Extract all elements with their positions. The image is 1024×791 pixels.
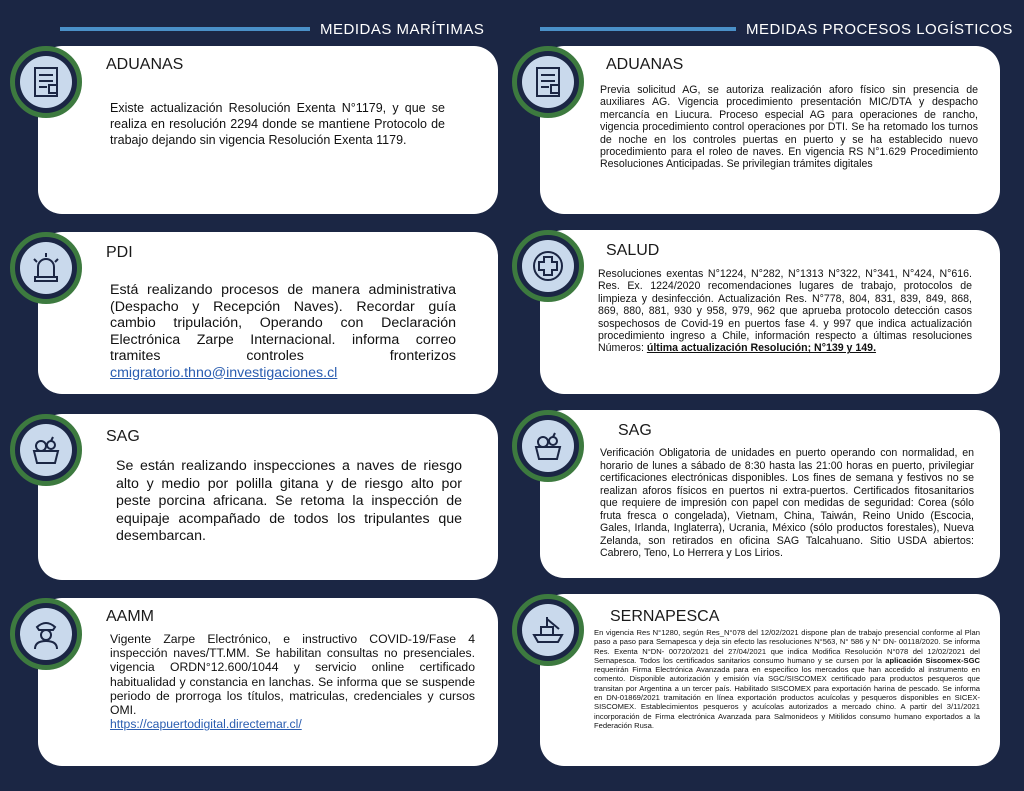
card-left-pdi-icon-frame <box>10 232 82 304</box>
naval-officer-icon <box>29 617 63 651</box>
card-right-sernapesca-icon-frame <box>512 594 584 666</box>
card-left-sag-text: Se están realizando inspecciones a naves de riesgo alto y medio por polilla gitana y de riesgo alto por peste porcina africana. Se retoma la inspección de equipaje acompañado de todos los tripulantes que desembarcan. <box>116 458 462 544</box>
card-left-aduanas-title: ADUANAS <box>106 56 184 73</box>
card-right-sernapesca-body <box>594 628 980 730</box>
card-right-sag-title: SAG <box>618 422 652 439</box>
header-bar <box>60 27 310 31</box>
card-left-pdi-text: Está realizando procesos de manera administrativa (Despacho y Recepción Naves). Recordar guía cambio tripulación, Operando con Declaración Electrónica Zarpe Internacional. informa correo tramites controles fronterizos <box>110 282 456 364</box>
right-column-header <box>540 16 1020 42</box>
sernapesca-siscomex-app: aplicación Siscomex-SGC <box>885 655 980 665</box>
card-right-salud-body <box>598 268 972 355</box>
card-left-aamm-icon-frame <box>10 598 82 670</box>
left-column-header <box>60 16 500 42</box>
produce-basket-icon <box>29 433 63 467</box>
customs-document-icon <box>531 65 565 99</box>
customs-document-icon <box>29 65 63 99</box>
card-left-sag-title: SAG <box>106 428 140 445</box>
card-right-aduanas-icon-frame <box>512 46 584 118</box>
card-left-aamm-body <box>110 632 475 731</box>
card-right-sag-text: Verificación Obligatoria de unidades en puerto operando con normalidad, en horario de lunes a sábado de 8:30 hasta las 21:00 horas en puerto, privilegiar certificaciones electrónicas disponibles. Los fines de semana y festivos no se realizan aforos físicos en puertos ni extra-puertos. Certificados fitosanitarios que requiere de impresión con papel con medidas de seguridad: Corea (sólo fruta fresca o congelada), Vietnam, China, Taiwán, Reino Unido (Escocia, Gales, Irlanda, Inglaterra), Ucrania, México (sólo productos forestales), Nueva Zelanda, son retirados en oficina SAG Talcahuano. Sitio USDA abiertos: Cabrero, Teno, Lo Herrera y Los Lirios. <box>600 447 974 559</box>
siren-icon <box>29 251 63 285</box>
card-right-sernapesca-title: SERNAPESCA <box>610 608 720 625</box>
card-left-pdi-title: PDI <box>106 244 133 261</box>
salud-latest-resolution: última actualización Resolución; N°139 y 149. <box>646 342 877 355</box>
card-right-salud-title: SALUD <box>606 242 660 259</box>
card-right-aduanas-title: ADUANAS <box>606 56 684 73</box>
card-left-aduanas-icon-frame <box>10 46 82 118</box>
card-right-aduanas-text: Previa solicitud AG, se autoriza realización aforo físico sin presencia de auxiliares AG. Vigencia procedimiento presentación MIC/DTA y despacho mercancía en Liucura. Proceso especial AG para operaciones de rancho, vigencia procedimiento control operaciones por DTI. Se ha retomado los turnos de noche en los controles puertas en puerto y se ha establecido nuevo procedimiento para el roleo de naves. En vigencia RS N°1.629 Procedimiento Resoluciones Anticipadas. Se privilegian trámites digitales <box>600 84 978 171</box>
card-right-sag-icon-frame <box>512 410 584 482</box>
produce-basket-icon <box>531 429 565 463</box>
card-left-pdi-body <box>110 282 456 381</box>
card-left-aamm-title: AAMM <box>106 608 154 625</box>
left-header-title: MEDIDAS MARÍTIMAS <box>320 20 485 38</box>
medical-cross-icon <box>531 249 565 283</box>
pdi-email-link[interactable]: cmigratorio.thno@investigaciones.cl <box>110 364 338 381</box>
header-bar <box>540 27 736 31</box>
card-right-sernapesca-text-b: requerirán Firma Electrónica Avanzada para en especifico los mercados que han accedido al instrumento en comento. Disponible autorización y emisión vía SGC/SISCOMEX certificado para productos pesqueros que transitan por Argentina a un tercer país. Habilitado SISCOMEX para exportación harina de pescado. Se informa en DN-01869/2021 tramitación en línea exportación productos acuícolas y pesqueros disponibles en SICEX-SISCOMEX. Establecimientos pesqueros y acuícolas autorizados a mercado chino. A partir del 3/11/2021 incorporación de Firma electrónica Avanzada para Salmonideos y Mitilidos consumo humano exportados a la Federación Rusa. <box>594 665 980 730</box>
card-right-salud-text: Resoluciones exentas N°1224, N°282, N°1313 N°322, N°341, N°424, N°616. Res. Ex. 1224/2020 recomendaciones lugares de trabajo, protocolos de limpieza y desinfección. Actualización Res. N°778, 804, 831, 839, 849, 868, 869, 880, 881, 930 y 958, 979, 962 que aprueba protocolo detección casos sospechosos de Covid-19 en puertos fase 4. y 997 que indica actualización procedimiento ingreso a Chile, información respecto a últimas resoluciones Números: <box>598 268 972 355</box>
aamm-portal-link[interactable]: https://capuertodigital.directemar.cl/ <box>110 717 302 732</box>
card-right-sernapesca-text-a: En vigencia Res N°1280, según Res_N°078 del 12/02/2021 dispone plan de trabajo presencial conforme al Plan paso a paso para Sernapesca y deja sin efecto las resoluciones N°563, N° 586 y N° DN- 00118/2020. Se informa Res. Exenta N°DN- 00720/2021 del 27/04/2021 que indica Modifica Resolución N°078 del 12/02/2021 del Sernapesca. Todos los certificados sanitarios consumo humano y se cursen por la <box>594 628 980 665</box>
card-left-aamm-text: Vigente Zarpe Electrónico, e instructivo COVID-19/Fase 4 inspección naves/TT.MM. Se habilitan consultas no presenciales. vigencia ORDN°12.600/1044 y servicio online certificado habitualidad y constancia en lanchas. Se informa que se suspende periodo de prorroga los títulos, matriculas, credenciales y cursos OMI. <box>110 632 475 718</box>
card-left-aduanas-text: Existe actualización Resolución Exenta N°1179, y que se realiza en resolución 2294 donde se mantiene Protocolo de trabajo dejando sin vigencia Resolución Exenta 1179. <box>110 101 445 147</box>
fishing-ship-icon <box>531 613 565 647</box>
card-right-salud-icon-frame <box>512 230 584 302</box>
card-left-sag-icon-frame <box>10 414 82 486</box>
right-header-title: MEDIDAS PROCESOS LOGÍSTICOS <box>746 20 1013 38</box>
